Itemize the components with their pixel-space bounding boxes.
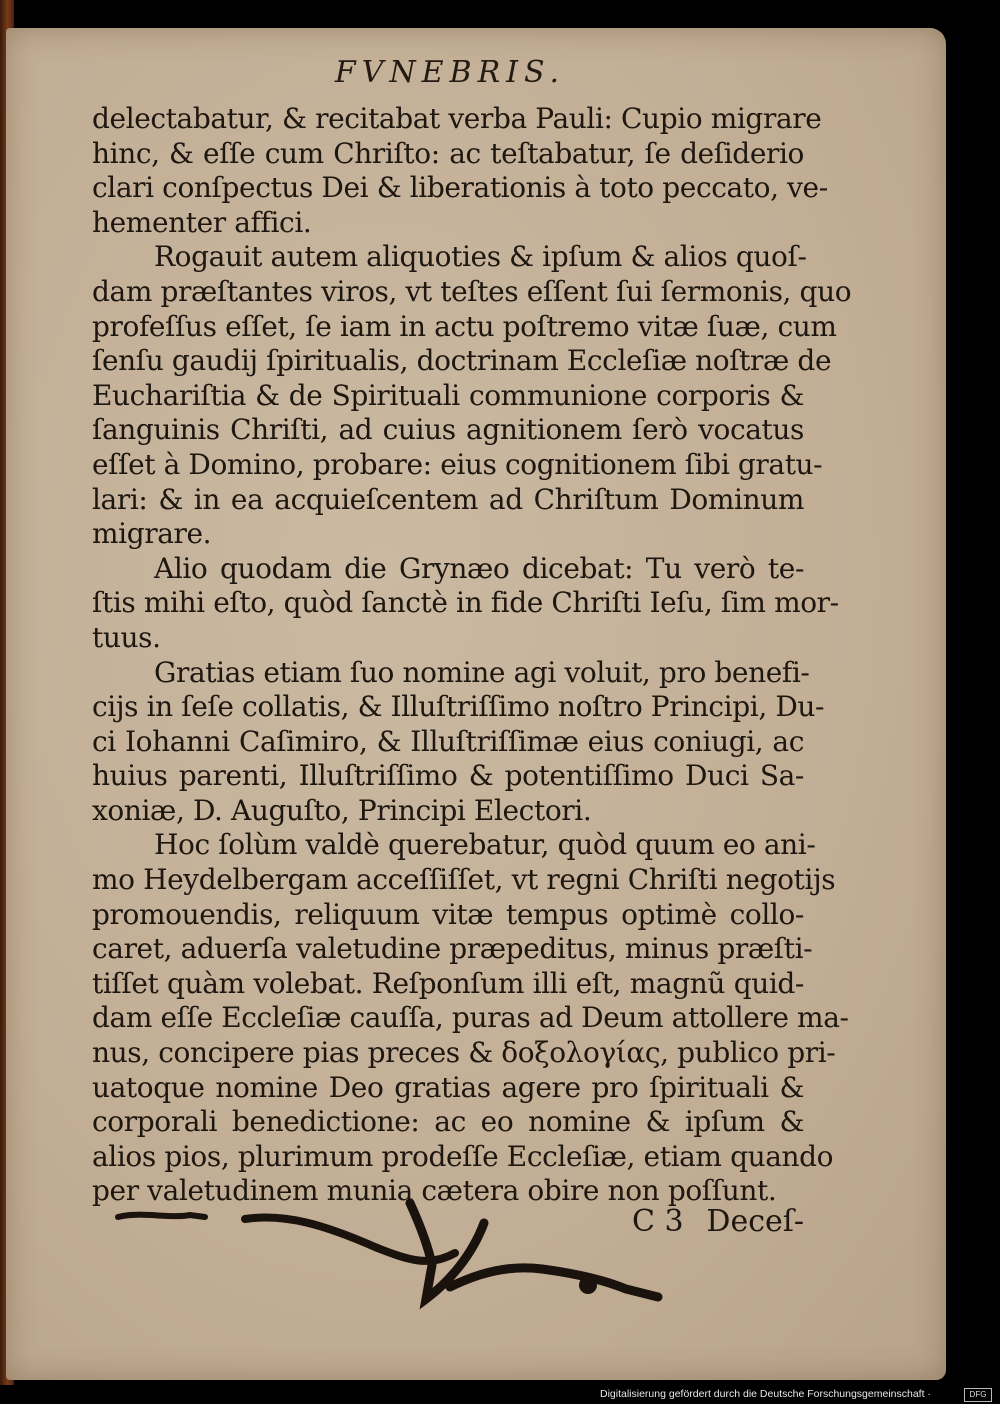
text-line-32: per valetudinem munia cætera obire non poſſunt.	[92, 1174, 777, 1208]
text-line-30: corporali benedictione: ac eo nomine & ipſum &	[92, 1105, 804, 1139]
text-line-7: profeſſus eſſet, ſe iam in actu poſtremo vitæ ſuæ, cum	[92, 309, 837, 343]
text-line-31: alios pios, plurimum prodeſſe Eccleſiæ, etiam quando	[92, 1139, 834, 1173]
text-line-6: dam præſtantes viros, vt teſtes eſſent ſui ſermonis, quo	[92, 274, 852, 308]
text-line-15: ſtis mihi eſto, quòd ſanctè in fide Chriſti Ieſu, ſim mor-	[92, 586, 839, 620]
text-line-5: Rogauit autem aliquoties & ipſum & alios quoſ-	[154, 240, 807, 274]
text-line-19: ci Iohanni Caſimiro, & Illuſtriſſimæ eius coniugi, ac	[92, 724, 804, 758]
text-line-18: cijs in ſeſe collatis, & Illuſtriſſimo noſtro Principi, Du-	[92, 690, 825, 724]
text-line-20: huius parenti, Illuſtriſſimo & potentiſſimo Duci Sa-	[92, 759, 804, 793]
text-line-23: mo Heydelbergam acceſſiſſet, vt regni Chriſti negotijs	[92, 863, 836, 897]
text-line-29: uatoque nomine Deo gratias agere pro ſpirituali &	[92, 1070, 804, 1104]
body-text	[92, 102, 852, 1209]
text-line-2: hinc, & eſſe cum Chriſto: ac teſtabatur, ſe deſiderio	[92, 136, 804, 170]
text-line-9: Euchariſtia & de Spirituali communione corporis &	[92, 378, 804, 412]
text-line-3: clari conſpectus Dei & liberationis à toto peccato, ve-	[92, 171, 828, 205]
text-line-27: dam eſſe Eccleſiæ cauſſa, puras ad Deum attollere ma-	[92, 1001, 849, 1035]
text-line-17: Gratias etiam ſuo nomine agi voluit, pro benefi-	[154, 655, 810, 689]
text-line-11: eſſet à Domino, probare: eius cognitionem ſibi gratu-	[92, 447, 823, 481]
running-head: FVNEBRIS.	[334, 55, 566, 90]
text-line-21: xoniæ, D. Auguſto, Principi Electori.	[92, 793, 592, 827]
text-line-8: ſenſu gaudij ſpiritualis, doctrinam Eccleſiæ noſtræ de	[92, 344, 832, 378]
text-line-1: delectabatur, & recitabat verba Pauli: Cupio migrare	[92, 102, 822, 135]
text-line-24: promouendis, reliquum vitæ tempus optimè collo-	[92, 897, 804, 931]
dfg-logo-icon: DFG	[964, 1388, 992, 1402]
text-line-22: Hoc ſolùm valdè querebatur, quòd quum eo ani-	[154, 828, 816, 862]
text-line-4: hementer affici.	[92, 205, 312, 239]
text-line-26: tiſſet quàm volebat. Reſponſum illi eſt, magnũ quid-	[92, 966, 804, 1000]
text-line-13: migrare.	[92, 517, 212, 551]
text-line-25: caret, aduerſa valetudine præpeditus, minus præſti-	[92, 932, 813, 966]
text-line-10: ſanguinis Chriſti, ad cuius agnitionem ſerò vocatus	[92, 413, 804, 447]
digitization-credit: Digitalisierung gefördert durch die Deutsche Forschungsgemeinschaft ·	[600, 1388, 931, 1400]
signature-mark: C 3	[632, 1204, 684, 1239]
text-line-16: tuus.	[92, 620, 161, 654]
catchword: Deceſ-	[706, 1204, 804, 1239]
text-line-12: lari: & in ea acquieſcentem ad Chriſtum Dominum	[92, 482, 804, 516]
text-line-14: Alio quodam die Grynæo dicebat: Tu verò te-	[154, 551, 804, 585]
page-footer	[92, 1204, 804, 1244]
text-line-28: nus, concipere pias preces & δοξολογίας, publico pri-	[92, 1036, 836, 1070]
